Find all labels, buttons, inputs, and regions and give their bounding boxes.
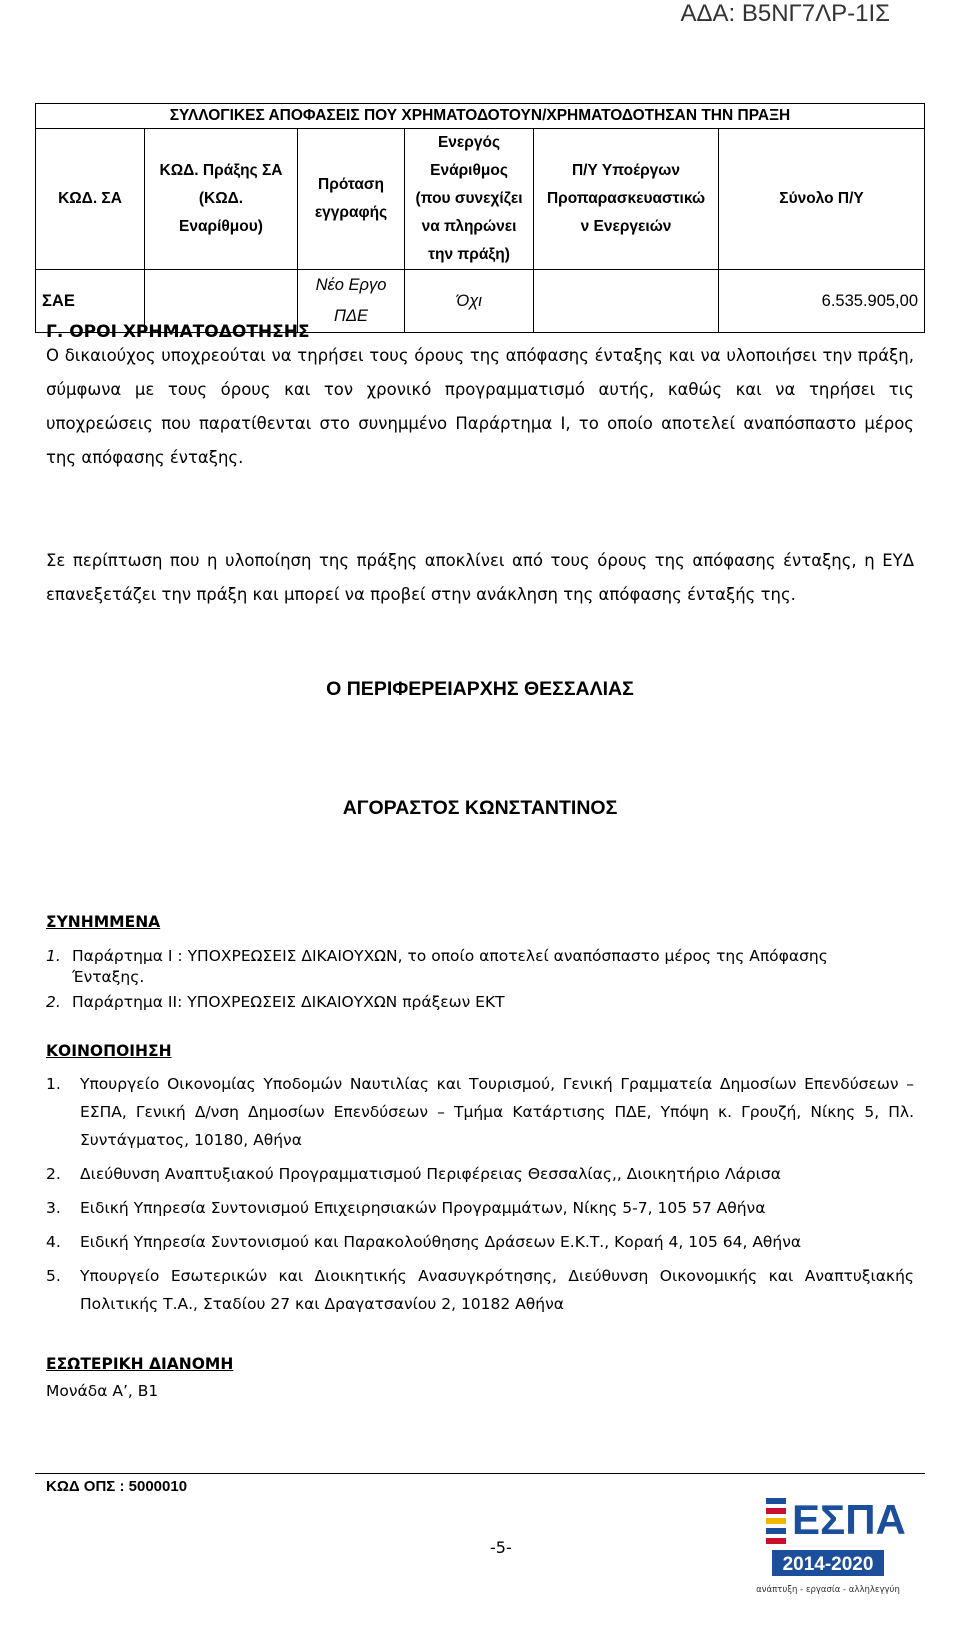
- cell-total: 6.535.905,00: [719, 270, 925, 333]
- internal-distribution-text: Μονάδα Α’, Β1: [46, 1382, 159, 1400]
- attachments-list: [46, 946, 914, 1013]
- logo-stripe: [766, 1508, 786, 1514]
- espa-logo: [756, 1488, 906, 1600]
- cell-proposal: Νέο Εργο ΠΔΕ: [298, 270, 405, 333]
- section-heading: Γ. ΟΡΟΙ ΧΡΗΜΑΤΟΔΟΤΗΣΗΣ: [46, 322, 310, 342]
- paragraph-deviation: Σε περίπτωση που η υλοποίηση της πράξης αποκλίνει από τους όρους της απόφασης ένταξης, η ΕΥΔ επανεξετάζει την πράξη και μπορεί να προβεί στην ανάκληση της απόφασης ένταξής της.: [46, 551, 914, 604]
- logo-text: ΕΣΠΑ: [792, 1496, 906, 1543]
- logo-stripe: [766, 1498, 786, 1504]
- list-item: 5. Υπουργείο Εσωτερικών και Διοικητικής Ανασυγκρότησης, Διεύθυνση Οικονομικής και Αναπτυξιακής Πολιτικής Τ.Α., Σταδίου 27 και Δραγατσανίου 2, 10182 Αθήνα: [46, 1267, 914, 1313]
- attachments-heading: ΣΥΝΗΜΜΕΝΑ: [46, 913, 161, 931]
- list-item: 1. Υπουργείο Οικονομίας Υποδομών Ναυτιλίας και Τουρισμού, Γενική Γραμματεία Δημοσίων Επενδύσεων – ΕΣΠΑ, Γενική Δ/νση Δημοσίων Επενδύσεων – Τμήμα Κατάρτισης ΠΔΕ, Υπόψη κ. Γρουζή, Νίκης 5, Πλ. Συντάγματος, 10180, Αθήνα: [46, 1075, 914, 1149]
- col-header-total: Σύνολο Π/Υ: [719, 129, 925, 270]
- list-item: 2. Διεύθυνση Αναπτυξιακού Προγραμματισμού Περιφέρειας Θεσσαλίας,, Διοικητήριο Λάρισα: [46, 1165, 781, 1183]
- list-item: 1. Παράρτημα Ι : ΥΠΟΧΡΕΩΣΕΙΣ ΔΙΚΑΙΟΥΧΩΝ, το οποίο αποτελεί αναπόσπαστο μέρος της Απόφασης: [46, 947, 828, 965]
- cell-active: Όχι: [405, 270, 534, 333]
- signatory-role: Ο ΠΕΡΙΦΕΡΕΙΑΡΧΗΣ ΘΕΣΣΑΛΙΑΣ: [326, 678, 634, 700]
- col-header-code: ΚΩΔ. Πράξης ΣΑ (ΚΩΔ. Εναρίθμου): [145, 129, 298, 270]
- cell-sa: ΣΑΕ: [36, 270, 145, 333]
- list-item: 2. Παράρτημα ΙΙ: ΥΠΟΧΡΕΩΣΕΙΣ ΔΙΚΑΙΟΥΧΩΝ πράξεων ΕΚΤ: [46, 993, 505, 1011]
- list-item-continuation: Ένταξης.: [72, 968, 145, 986]
- col-header-active: Ενεργός Ενάριθμος (που συνεχίζει να πληρώνει την πράξη): [405, 129, 534, 270]
- cell-prep: [534, 270, 719, 333]
- logo-stripe: [766, 1538, 786, 1544]
- col-header-proposal: Πρόταση εγγραφής: [298, 129, 405, 270]
- list-item: 3. Ειδική Υπηρεσία Συντονισμού Επιχειρησιακών Προγραμμάτων, Νίκης 5-7, 105 57 Αθήνα: [46, 1199, 766, 1217]
- funding-table: [35, 103, 925, 333]
- logo-stripe: [766, 1528, 786, 1534]
- notification-list: [46, 1070, 914, 1324]
- internal-distribution-heading: ΕΣΩΤΕΡΙΚΗ ΔΙΑΝΟΜΗ: [46, 1355, 234, 1373]
- signatory-name: ΑΓΟΡΑΣΤΟΣ ΚΩΝΣΤΑΝΤΙΝΟΣ: [342, 797, 618, 819]
- table-title: ΣΥΛΛΟΓΙΚΕΣ ΑΠΟΦΑΣΕΙΣ ΠΟΥ ΧΡΗΜΑΤΟΔΟΤΟΥΝ/ΧΡΗΜΑΤΟΔΟΤΗΣΑΝ ΤΗΝ ΠΡΑΞΗ: [36, 104, 925, 129]
- footer-divider: [35, 1473, 925, 1474]
- paragraph-obligations: Ο δικαιούχος υποχρεούται να τηρήσει τους όρους της απόφασης ένταξης και να υλοποιήσει την πράξη, σύμφωνα με τους όρους και τον χρονικό προγραμματισμό αυτής, καθώς και να τηρήσει τις υποχρεώσεις που παρατίθενται στο συνημμένο Παράρτημα Ι, το οποίο αποτελεί αναπόσπαστο μέρος της απόφασης ένταξης.: [46, 346, 914, 467]
- ada-code: ΑΔΑ: Β5ΝΓ7ΛΡ-1ΙΣ: [680, 0, 890, 27]
- logo-years: 2014-2020: [782, 1554, 874, 1575]
- logo-tagline: ανάπτυξη - εργασία - αλληλεγγύη: [756, 1585, 900, 1595]
- table-header-row: [36, 129, 925, 270]
- list-item: 4. Ειδική Υπηρεσία Συντονισμού και Παρακολούθησης Δράσεων Ε.Κ.Τ., Κοραή 4, 105 64, Αθήνα: [46, 1233, 802, 1251]
- col-header-prep: Π/Υ Υποέργων Προπαρασκευαστικώ ν Ενεργειών: [534, 129, 719, 270]
- ops-code: ΚΩΔ ΟΠΣ : 5000010: [46, 1478, 188, 1495]
- notification-heading: ΚΟΙΝΟΠΟΙΗΣΗ: [46, 1042, 172, 1060]
- page-number: -5-: [490, 1538, 512, 1557]
- col-header-sa: ΚΩΔ. ΣΑ: [36, 129, 145, 270]
- logo-stripe: [766, 1518, 786, 1524]
